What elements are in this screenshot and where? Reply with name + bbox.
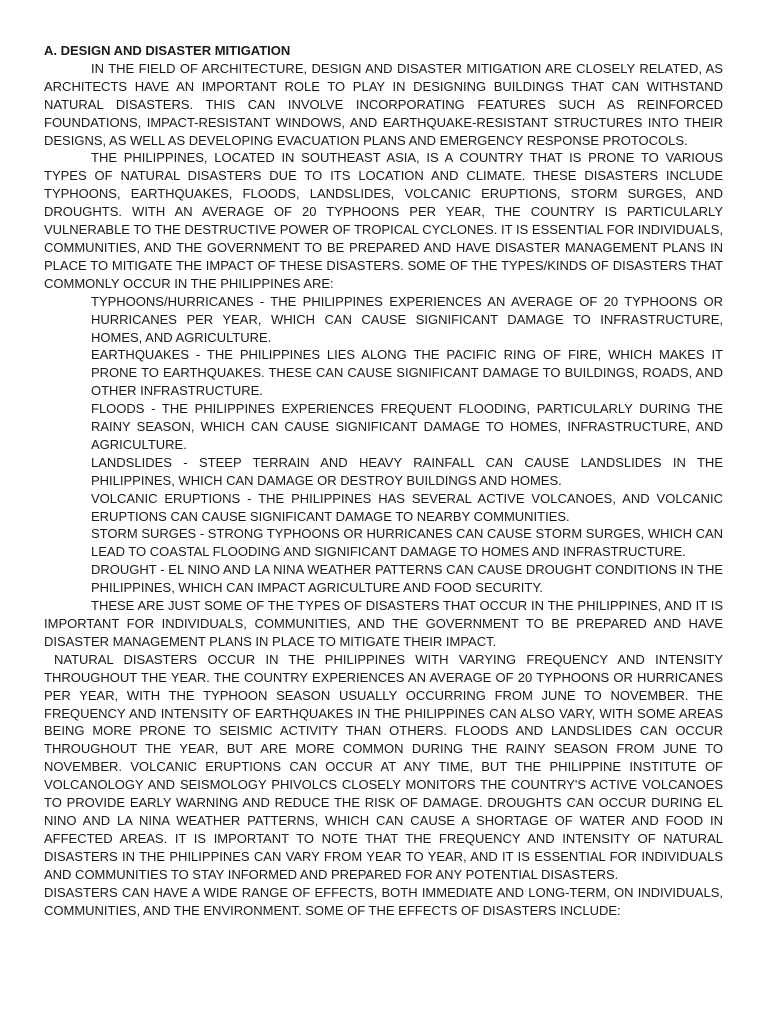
disaster-types-list	[44, 293, 723, 597]
philippines-paragraph: THE PHILIPPINES, LOCATED IN SOUTHEAST ASIA, IS A COUNTRY THAT IS PRONE TO VARIOUS TYPES OF NATURAL DISASTERS DUE TO ITS LOCATION AND CLIMATE. THESE DISASTERS INCLUDE TYPHOONS, EARTHQUAKES, FLOODS, LANDSLIDES, VOLCANIC ERUPTIONS, STORM SURGES, AND DROUGHTS. WITH AN AVERAGE OF 20 TYPHOONS PER YEAR, THE COUNTRY IS PARTICULARLY VULNERABLE TO THE DESTRUCTIVE POWER OF TROPICAL CYCLONES. IT IS ESSENTIAL FOR INDIVIDUALS, COMMUNITIES, AND THE GOVERNMENT TO BE PREPARED AND HAVE DISASTER MANAGEMENT PLANS IN PLACE TO MITIGATE THE IMPACT OF THESE DISASTERS. SOME OF THE TYPES/KINDS OF DISASTERS THAT COMMONLY OCCUR IN THE PHILIPPINES ARE:	[44, 150, 723, 291]
list-item: LANDSLIDES - STEEP TERRAIN AND HEAVY RAINFALL CAN CAUSE LANDSLIDES IN THE PHILIPPINES, WHICH CAN DAMAGE OR DESTROY BUILDINGS AND HOMES.	[91, 454, 723, 488]
frequency-paragraph: NATURAL DISASTERS OCCUR IN THE PHILIPPINES WITH VARYING FREQUENCY AND INTENSITY THROUGHOUT THE YEAR. THE COUNTRY EXPERIENCES AN AVERAGE OF 20 TYPHOONS OR HURRICANES PER YEAR, WITH THE TYPHOON SEASON USUALLY OCCURRING FROM JUNE TO NOVEMBER. THE FREQUENCY AND INTENSITY OF EARTHQUAKES IN THE PHILIPPINES CAN ALSO VARY, WITH SOME AREAS BEING MORE PRONE TO SEISMIC ACTIVITY THAN OTHERS. FLOODS AND LANDSLIDES CAN OCCUR THROUGHOUT THE YEAR, BUT ARE MORE COMMON DURING THE RAINY SEASON FROM JUNE TO NOVEMBER. VOLCANIC ERUPTIONS CAN OCCUR AT ANY TIME, BUT THE PHILIPPINE INSTITUTE OF VOLCANOLOGY AND SEISMOLOGY PHIVOLCS CLOSELY MONITORS THE COUNTRY'S ACTIVE VOLCANOES TO PROVIDE EARLY WARNING AND REDUCE THE RISK OF DAMAGE. DROUGHTS CAN OCCUR DURING EL NINO AND LA NINA WEATHER PATTERNS, WHICH CAN CAUSE A SHORTAGE OF WATER AND FOOD IN AFFECTED AREAS. IT IS IMPORTANT TO NOTE THAT THE FREQUENCY AND INTENSITY OF NATURAL DISASTERS IN THE PHILIPPINES CAN VARY FROM YEAR TO YEAR, AND IT IS ESSENTIAL FOR INDIVIDUALS AND COMMUNITIES TO STAY INFORMED AND PREPARED FOR ANY POTENTIAL DISASTERS.	[44, 651, 723, 882]
document-page	[44, 42, 723, 919]
summary-paragraph: THESE ARE JUST SOME OF THE TYPES OF DISASTERS THAT OCCUR IN THE PHILIPPINES, AND IT IS IMPORTANT FOR INDIVIDUALS, COMMUNITIES, AND THE GOVERNMENT TO BE PREPARED AND HAVE DISASTER MANAGEMENT PLANS IN PLACE TO MITIGATE THEIR IMPACT.	[44, 598, 723, 649]
effects-paragraph: DISASTERS CAN HAVE A WIDE RANGE OF EFFECTS, BOTH IMMEDIATE AND LONG-TERM, ON INDIVIDUALS, COMMUNITIES, AND THE ENVIRONMENT. SOME OF THE EFFECTS OF DISASTERS INCLUDE:	[44, 884, 723, 918]
list-item: TYPHOONS/HURRICANES - THE PHILIPPINES EXPERIENCES AN AVERAGE OF 20 TYPHOONS OR HURRICANES PER YEAR, WHICH CAN CAUSE SIGNIFICANT DAMAGE TO INFRASTRUCTURE, HOMES, AND AGRICULTURE.	[91, 293, 723, 345]
list-item: STORM SURGES - STRONG TYPHOONS OR HURRICANES CAN CAUSE STORM SURGES, WHICH CAN LEAD TO COASTAL FLOODING AND SIGNIFICANT DAMAGE TO HOMES AND INFRASTRUCTURE.	[91, 526, 724, 560]
list-item: VOLCANIC ERUPTIONS - THE PHILIPPINES HAS SEVERAL ACTIVE VOLCANOES, AND VOLCANIC ERUPTIONS CAN CAUSE SIGNIFICANT DAMAGE TO NEARBY COMMUNITIES.	[91, 490, 723, 524]
list-item: EARTHQUAKES - THE PHILIPPINES LIES ALONG THE PACIFIC RING OF FIRE, WHICH MAKES IT PRONE TO EARTHQUAKES. THESE CAN CAUSE SIGNIFICANT DAMAGE TO BUILDINGS, ROADS, AND OTHER INFRASTRUCTURE.	[91, 347, 723, 399]
section-heading: A. DESIGN AND DISASTER MITIGATION	[44, 43, 291, 58]
intro-paragraph: IN THE FIELD OF ARCHITECTURE, DESIGN AND DISASTER MITIGATION ARE CLOSELY RELATED, AS ARCHITECTS HAVE AN IMPORTANT ROLE TO PLAY IN DESIGNING BUILDINGS THAT CAN WITHSTAND NATURAL DISASTERS. THIS CAN INVOLVE INCORPORATING FEATURES SUCH AS REINFORCED FOUNDATIONS, IMPACT-RESISTANT WINDOWS, AND EARTHQUAKE-RESISTANT STRUCTURES INTO THEIR DESIGNS, AS WELL AS DEVELOPING EVACUATION PLANS AND EMERGENCY RESPONSE PROTOCOLS.	[44, 60, 723, 148]
list-item: DROUGHT - EL NINO AND LA NINA WEATHER PATTERNS CAN CAUSE DROUGHT CONDITIONS IN THE PHILIPPINES, WHICH CAN IMPACT AGRICULTURE AND FOOD SECURITY.	[91, 562, 723, 596]
list-item: FLOODS - THE PHILIPPINES EXPERIENCES FREQUENT FLOODING, PARTICULARLY DURING THE RAINY SEASON, WHICH CAN CAUSE SIGNIFICANT DAMAGE TO HOMES, INFRASTRUCTURE, AND AGRICULTURE.	[91, 401, 723, 452]
